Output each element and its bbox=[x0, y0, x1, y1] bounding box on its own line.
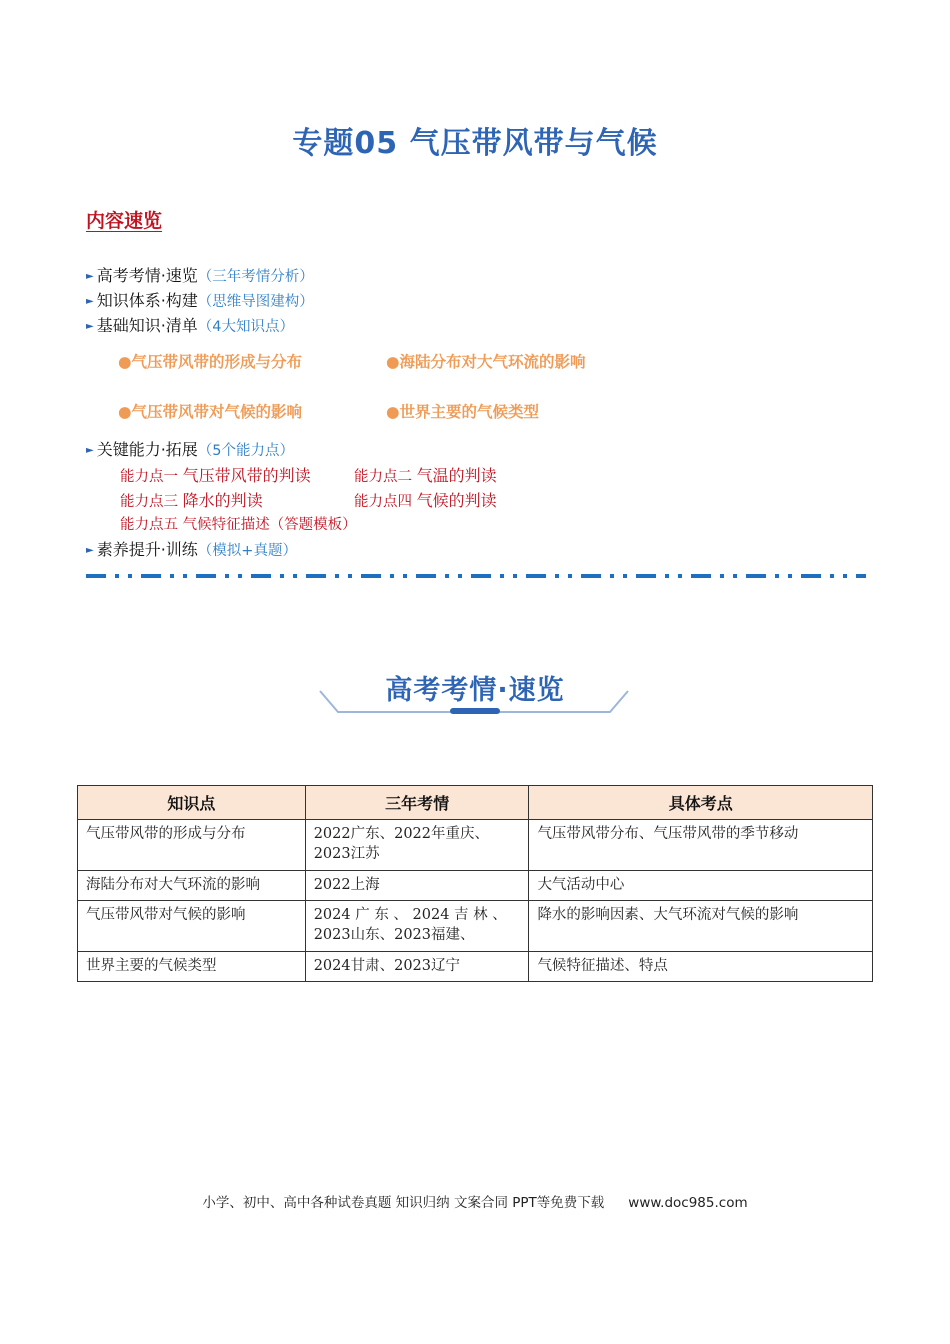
ability-name: 气温 bbox=[416, 466, 449, 485]
knowledge-point: ●世界主要的气候类型 bbox=[386, 403, 540, 421]
ability-suffix: 的判读 bbox=[262, 466, 311, 485]
triangle-bullet-icon: ► bbox=[86, 321, 94, 332]
ability-name: 气候特征描述（答题模板） bbox=[182, 517, 357, 533]
table-cell: 气压带风带对气候的影响 bbox=[78, 901, 306, 952]
triangle-bullet-icon: ► bbox=[86, 271, 94, 282]
column-header: 知识点 bbox=[78, 786, 306, 820]
ability-suffix: 的判读 bbox=[448, 491, 497, 510]
ability-point bbox=[120, 463, 311, 486]
toc-label: 知识体系·构建 bbox=[96, 291, 198, 310]
toc-note: （4大知识点） bbox=[197, 319, 295, 335]
ability-prefix: 能力点一 bbox=[120, 469, 183, 485]
page-title: 专题05 气压带风带与气候 bbox=[292, 126, 658, 161]
footer-text: 小学、初中、高中各种试卷真题 知识归纳 文案合同 PPT等免费下载 bbox=[202, 1195, 605, 1211]
toc-label: 素养提升·训练 bbox=[96, 540, 198, 559]
overview-heading: 内容速览 bbox=[86, 210, 163, 232]
table-cell: 气候特征描述、特点 bbox=[529, 952, 873, 982]
table-cell: 2024甘肃、2023辽宁 bbox=[305, 952, 529, 982]
page-footer bbox=[0, 1191, 950, 1211]
table-cell: 气压带风带的形成与分布 bbox=[78, 820, 306, 871]
ability-point bbox=[354, 463, 497, 486]
footer-url-link[interactable]: www.doc985.com bbox=[628, 1195, 748, 1211]
ability-prefix: 能力点四 bbox=[354, 494, 417, 510]
ability-point bbox=[120, 488, 263, 511]
toc-item-literacy-training bbox=[86, 537, 297, 560]
table-cell: 大气活动中心 bbox=[529, 871, 873, 901]
table-cell: 2022广东、2022年重庆、2023江苏 bbox=[305, 820, 529, 871]
toc-note: （三年考情分析） bbox=[197, 269, 314, 285]
table-cell: 海陆分布对大气环流的影响 bbox=[78, 871, 306, 901]
table-row bbox=[78, 952, 873, 982]
ability-name: 气压带风带 bbox=[182, 466, 263, 485]
column-header: 三年考情 bbox=[305, 786, 529, 820]
table-cell: 降水的影响因素、大气环流对气候的影响 bbox=[529, 901, 873, 952]
table-row bbox=[78, 871, 873, 901]
toc-label: 高考考情·速览 bbox=[96, 266, 198, 285]
table-header-row bbox=[78, 786, 873, 820]
ability-prefix: 能力点五 bbox=[120, 517, 183, 533]
ability-prefix: 能力点二 bbox=[354, 469, 417, 485]
section-banner-title: 高考考情·速览 bbox=[385, 675, 565, 706]
toc-item-exam-overview bbox=[86, 263, 314, 286]
knowledge-point: ●气压带风带对气候的影响 bbox=[118, 403, 303, 421]
knowledge-point: ●海陆分布对大气环流的影响 bbox=[386, 353, 586, 371]
toc-label: 基础知识·清单 bbox=[96, 316, 198, 335]
toc-note: （思维导图建构） bbox=[197, 294, 314, 310]
table-cell: 2024 广 东 、 2024 吉 林 、2023山东、2023福建、 bbox=[305, 901, 529, 952]
column-header: 具体考点 bbox=[529, 786, 873, 820]
ability-point bbox=[120, 513, 357, 534]
dashed-divider bbox=[86, 570, 866, 582]
toc-item-knowledge-system bbox=[86, 288, 314, 311]
ability-name: 降水 bbox=[182, 491, 215, 510]
ability-suffix: 的判读 bbox=[214, 491, 263, 510]
ability-prefix: 能力点三 bbox=[120, 494, 183, 510]
ability-name: 气候 bbox=[416, 491, 449, 510]
triangle-bullet-icon: ► bbox=[86, 445, 94, 456]
table-row bbox=[78, 820, 873, 871]
toc-note: （5个能力点） bbox=[197, 443, 295, 459]
knowledge-point: ●气压带风带的形成与分布 bbox=[118, 353, 303, 371]
table-cell: 世界主要的气候类型 bbox=[78, 952, 306, 982]
toc-item-basic-knowledge bbox=[86, 313, 294, 336]
ability-suffix: 的判读 bbox=[448, 466, 497, 485]
triangle-bullet-icon: ► bbox=[86, 296, 94, 307]
ability-point bbox=[354, 488, 497, 511]
table-cell: 气压带风带分布、气压带风带的季节移动 bbox=[529, 820, 873, 871]
triangle-bullet-icon: ► bbox=[86, 545, 94, 556]
toc-item-key-abilities bbox=[86, 437, 294, 460]
table-cell: 2022上海 bbox=[305, 871, 529, 901]
exam-analysis-table bbox=[77, 785, 873, 982]
toc-note: （模拟+真题） bbox=[197, 543, 297, 559]
toc-label: 关键能力·拓展 bbox=[96, 440, 198, 459]
table-row bbox=[78, 901, 873, 952]
